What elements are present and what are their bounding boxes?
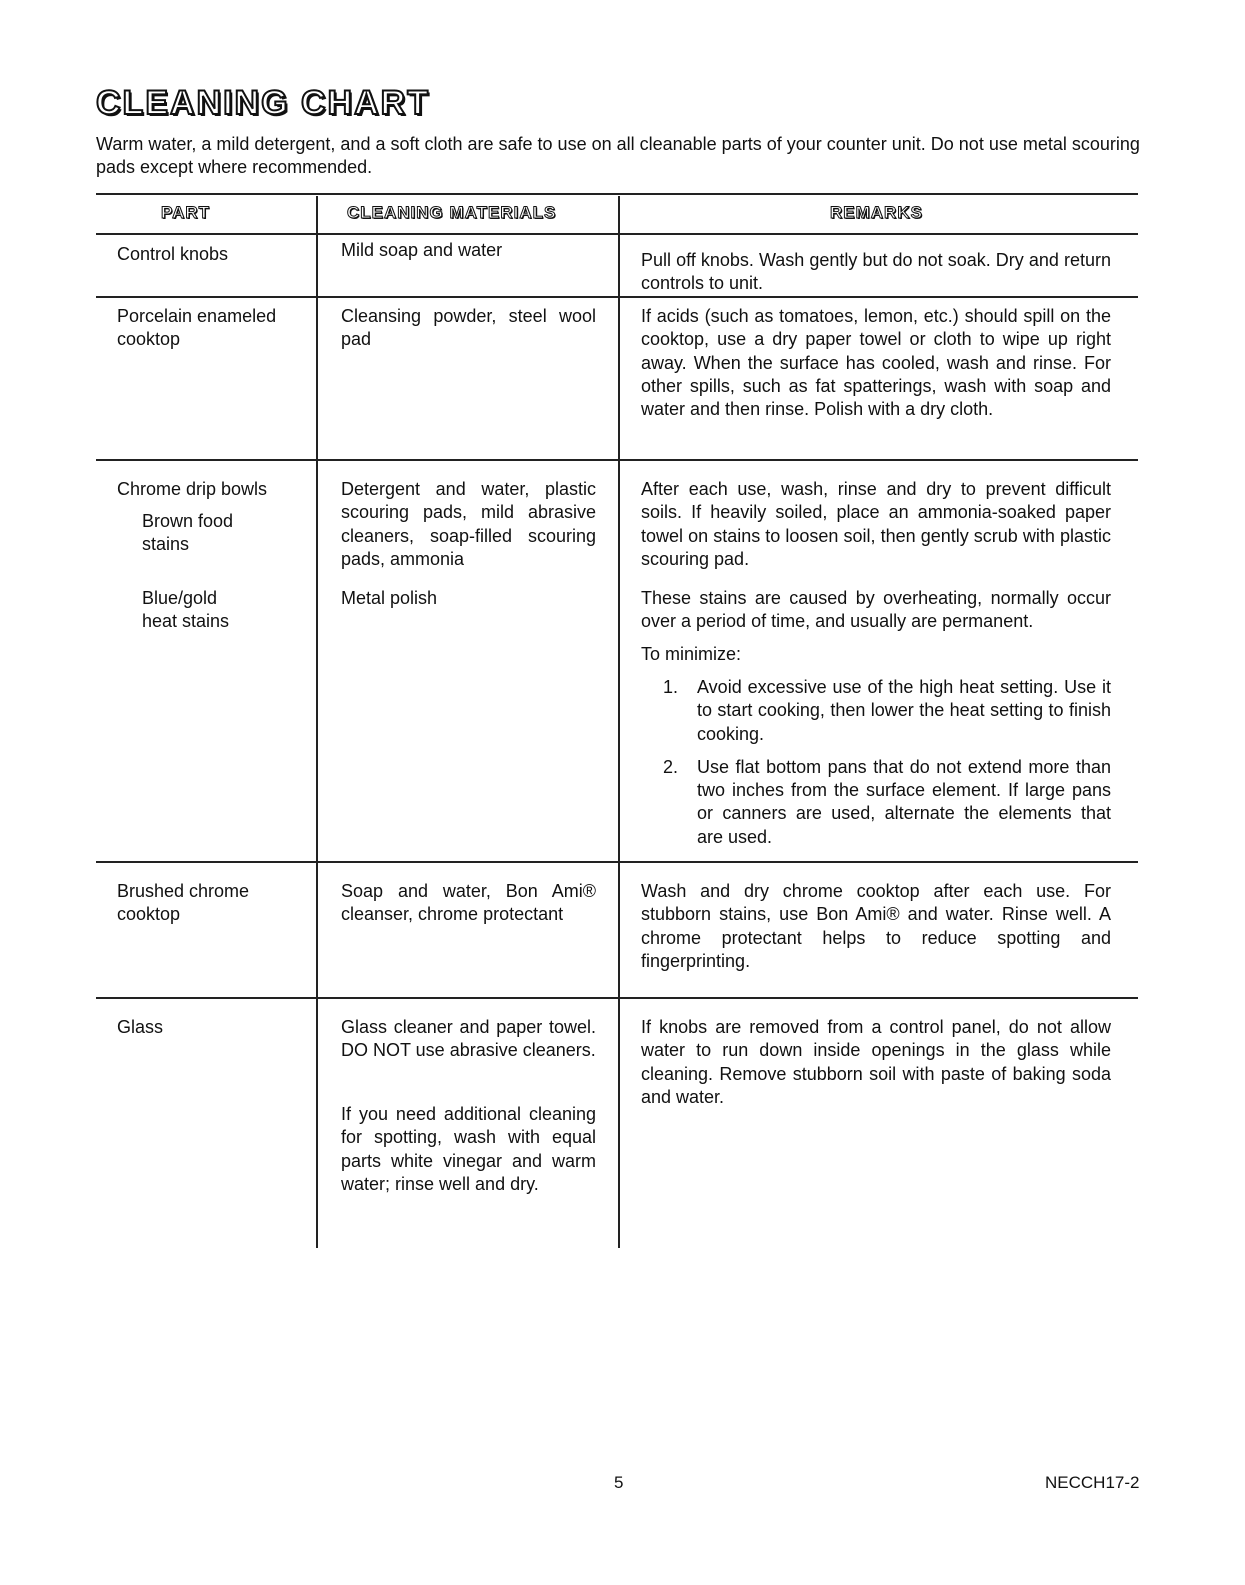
- remarks-porcelain: If acids (such as tomatoes, lemon, etc.) should spill on the cooktop, use a dry paper towel or cloth to wipe up right away. When the surface has cooled, wash and rinse. For other spills, such as fat spatterings, wash with soap and water and then rinse. Polish with a dry cloth.: [641, 306, 1111, 420]
- step-number: 2.: [663, 756, 679, 777]
- part-porcelain-enameled-cooktop: Porcelain enameled cooktop: [117, 306, 277, 350]
- materials-brown-food-stains: Detergent and water, plastic scouring pads, mild abrasive cleaners, soap-filled scouring pads, ammonia: [341, 479, 596, 569]
- part-blue-gold-heat-stains: Blue/gold heat stains: [142, 588, 230, 632]
- part-glass: Glass: [117, 1017, 164, 1037]
- header-bottom-rule: [96, 233, 1138, 235]
- column-divider: [316, 196, 318, 1248]
- materials-brushed-chrome: Soap and water, Bon Ami® cleanser, chrome protectant: [341, 881, 596, 925]
- table-top-rule: [96, 193, 1138, 195]
- materials-control-knobs: Mild soap and water: [341, 240, 503, 260]
- row-divider: [96, 459, 1138, 461]
- materials-glass-additional: If you need additional cleaning for spotting, wash with equal parts white vinegar and warm water; rinse well and dry.: [341, 1104, 596, 1194]
- document-code: NECCH17-2: [1045, 1473, 1140, 1492]
- to-minimize-label: To minimize:: [641, 644, 742, 664]
- remarks-blue-gold-heat-stains: These stains are caused by overheating, normally occur over a period of time, and usually are permanent.: [641, 588, 1111, 632]
- step-text: Avoid excessive use of the high heat setting. Use it to start cooking, then lower the heat setting to finish cooking.: [697, 677, 1111, 744]
- minimize-steps-list: [641, 676, 1111, 859]
- remarks-glass: If knobs are removed from a control panel, do not allow water to run down inside openings in the glass while cleaning. Remove stubborn soil with paste of baking soda and water.: [641, 1017, 1111, 1107]
- page-number: 5: [614, 1473, 624, 1492]
- list-item: [641, 756, 1111, 849]
- part-chrome-drip-bowls: Chrome drip bowls: [117, 479, 268, 499]
- row-divider: [96, 861, 1138, 863]
- row-divider: [96, 296, 1138, 298]
- materials-blue-gold-heat-stains: Metal polish: [341, 588, 438, 608]
- step-text: Use flat bottom pans that do not extend more than two inches from the surface element. If large pans or canners are used, alternate the elements that are used.: [697, 756, 1111, 847]
- header-remarks: REMARKS: [830, 203, 923, 222]
- remarks-control-knobs: Pull off knobs. Wash gently but do not soak. Dry and return controls to unit.: [641, 250, 1111, 294]
- intro-paragraph: Warm water, a mild detergent, and a soft cloth are safe to use on all cleanable parts of your counter unit. Do not use metal scouring pads except where recommended.: [96, 134, 1140, 177]
- remarks-brown-food-stains: After each use, wash, rinse and dry to prevent difficult soils. If heavily soiled, place an ammonia-soaked paper towel on stains to loosen soil, then gently scrub with plastic scouring pad.: [641, 479, 1111, 569]
- header-part: PART: [161, 203, 211, 222]
- part-brown-food-stains: Brown food stains: [142, 511, 234, 555]
- materials-glass: Glass cleaner and paper towel. DO NOT use abrasive cleaners.: [341, 1017, 596, 1061]
- remarks-brushed-chrome: Wash and dry chrome cooktop after each use. For stubborn stains, use Bon Ami® and water. Rinse well. A chrome protectant helps to reduce spotting and fingerprinting.: [641, 881, 1111, 971]
- part-brushed-chrome-cooktop: Brushed chrome cooktop: [117, 881, 250, 925]
- row-divider: [96, 997, 1138, 999]
- step-number: 1.: [663, 677, 679, 697]
- materials-porcelain: Cleansing powder, steel wool pad: [341, 306, 596, 350]
- list-item: [641, 676, 1111, 746]
- part-control-knobs: Control knobs: [117, 244, 229, 264]
- header-cleaning-materials: CLEANING MATERIALS: [347, 203, 557, 222]
- column-divider: [618, 196, 620, 1248]
- page-title: CLEANING CHART: [96, 84, 430, 122]
